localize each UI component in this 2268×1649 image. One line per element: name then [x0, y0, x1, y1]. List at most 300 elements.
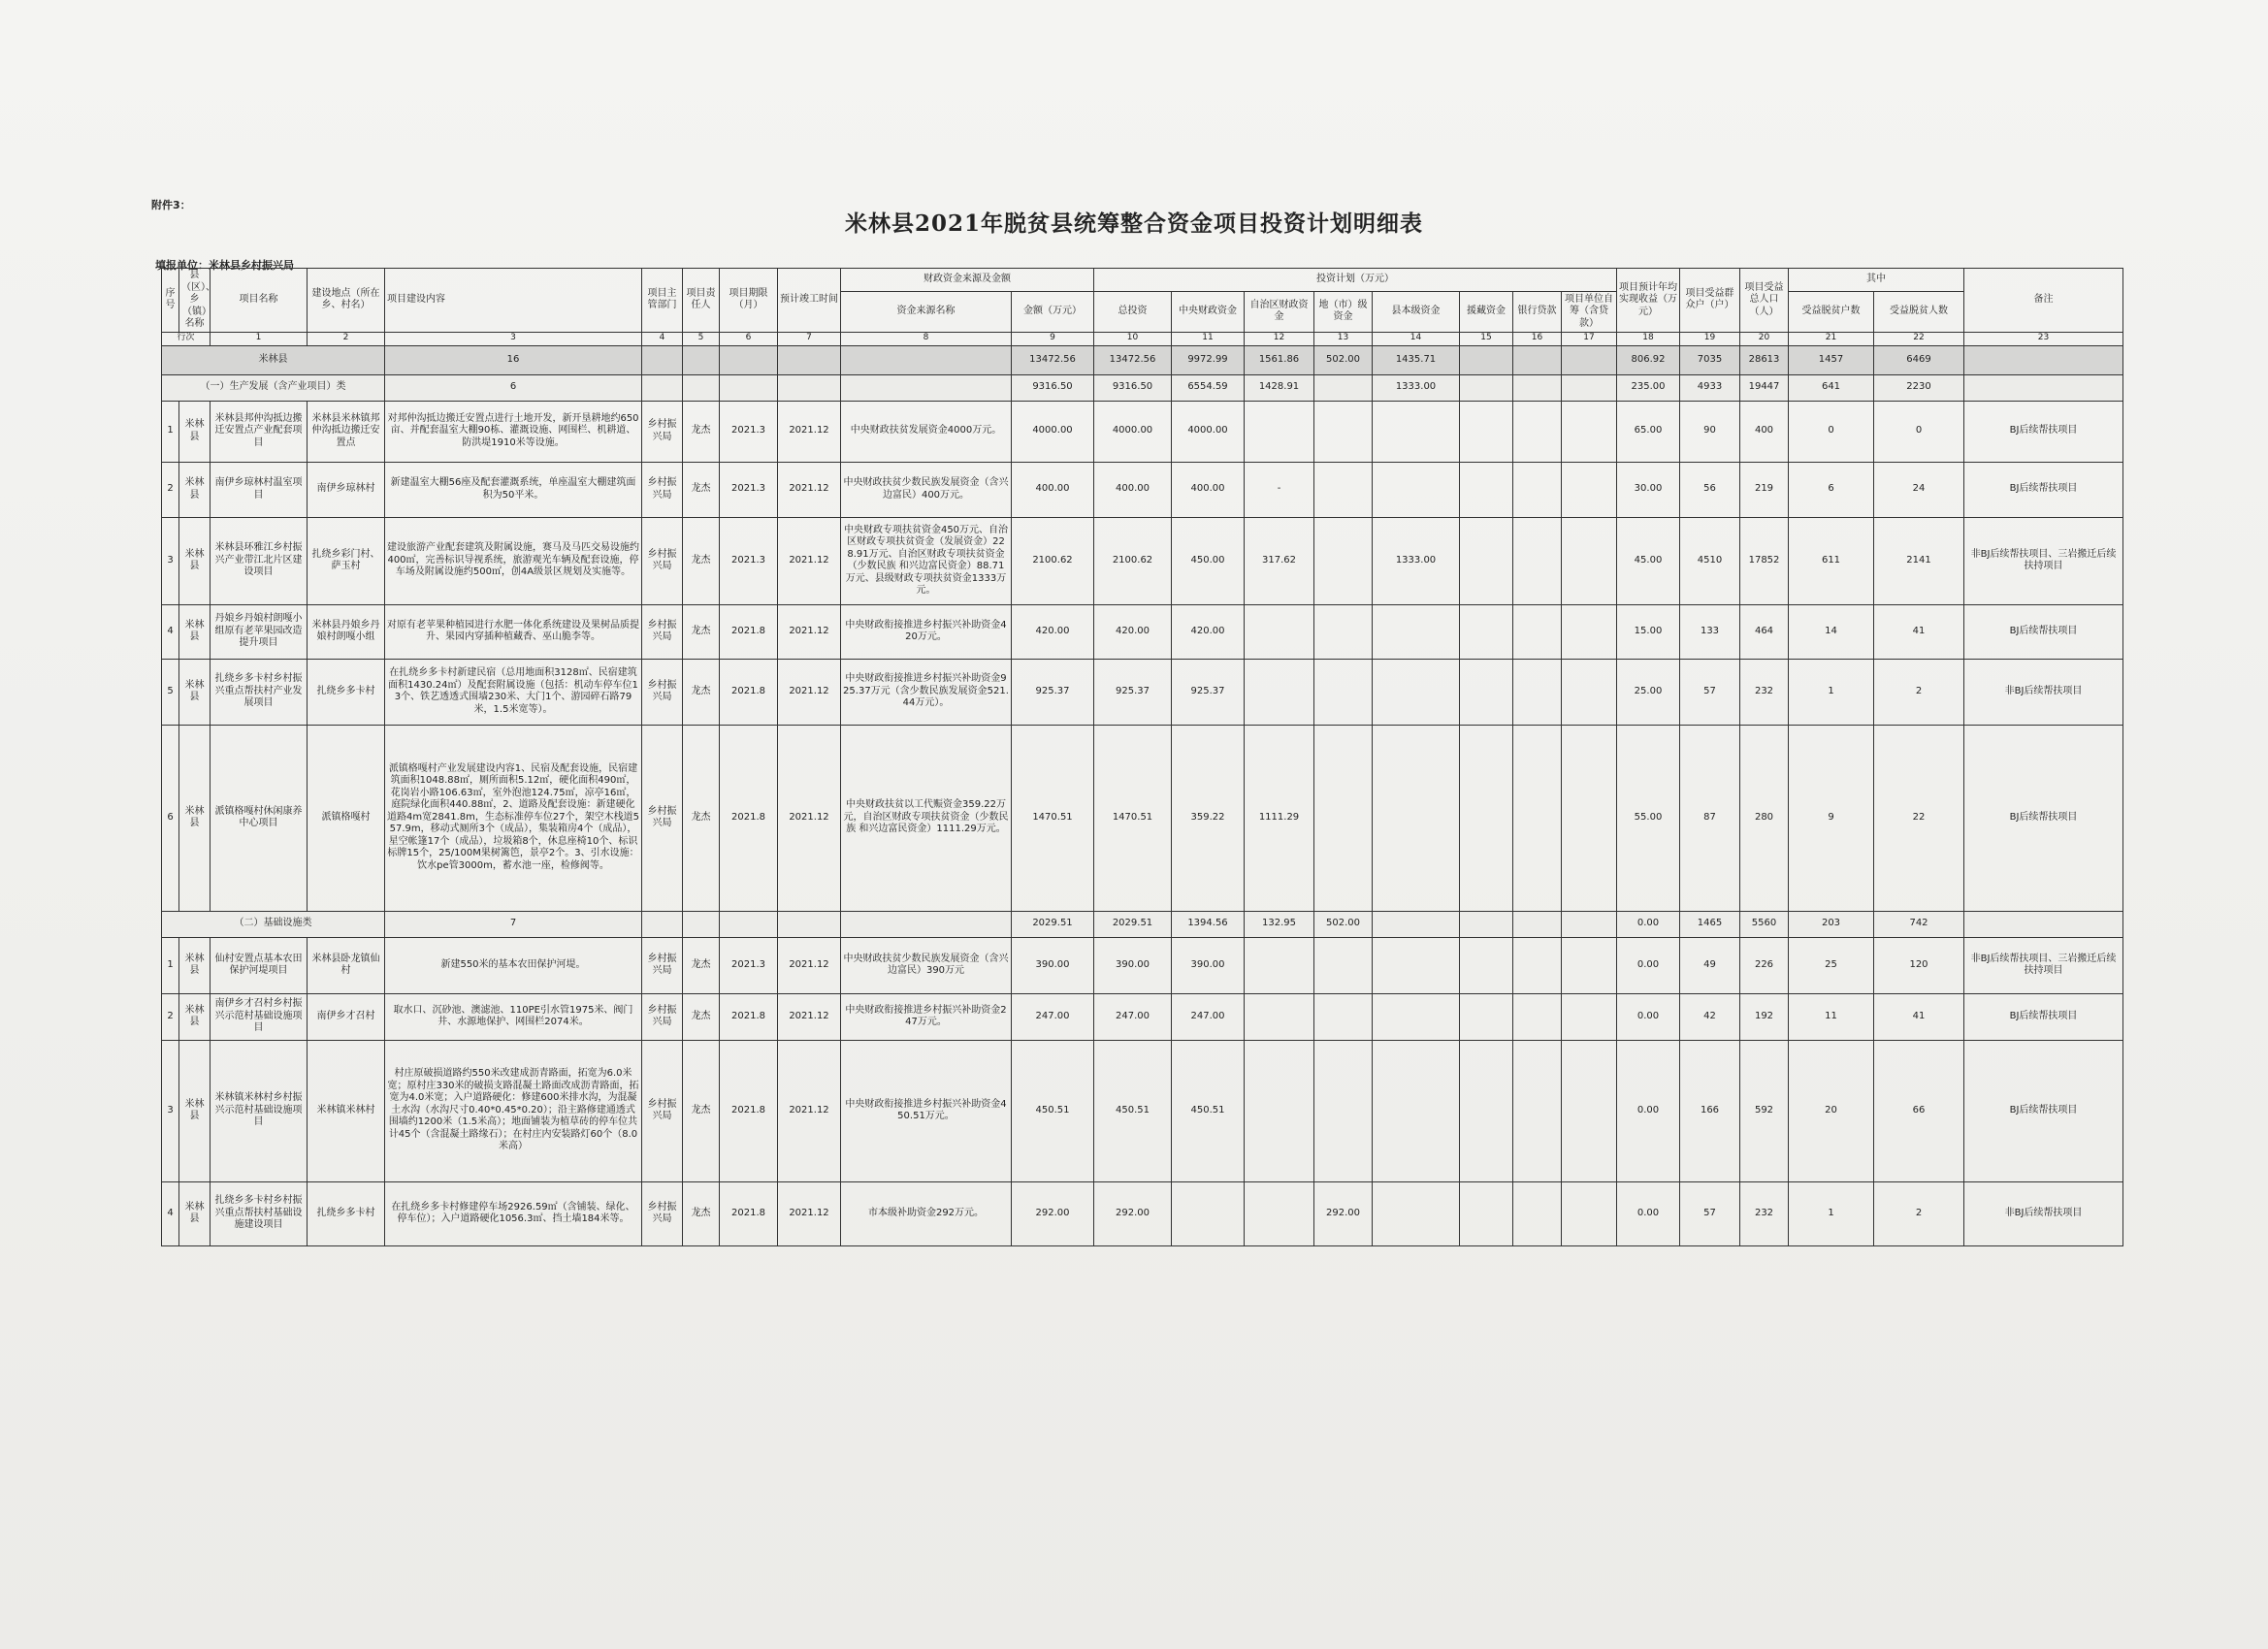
index-cell: 13	[1314, 332, 1373, 345]
row-region	[1245, 401, 1314, 462]
row-project-name: 南伊乡才召村乡村振兴示范村基础设施项目	[211, 993, 308, 1040]
row-county: 米林县	[179, 517, 211, 604]
index-cell: 9	[1012, 332, 1094, 345]
total-prefecture: 502.00	[1314, 345, 1373, 374]
row-completion: 2021.12	[778, 1040, 841, 1181]
row-county: 米林县	[179, 1040, 211, 1181]
index-cell: 12	[1245, 332, 1314, 345]
index-cell: 10	[1094, 332, 1172, 345]
row-period: 2021.3	[720, 462, 778, 517]
row-dept: 乡村振兴局	[642, 659, 683, 725]
row-owner: 龙杰	[683, 517, 720, 604]
row-content: 新建550米的基本农田保护河堤。	[385, 937, 642, 993]
row-total-invest: 1470.51	[1094, 725, 1172, 911]
category-population: 19447	[1740, 374, 1789, 401]
row-poor-households: 0	[1789, 401, 1874, 462]
total-population: 28613	[1740, 345, 1789, 374]
table-row	[162, 604, 2123, 659]
row-total-invest: 2100.62	[1094, 517, 1172, 604]
category-poor-population: 742	[1874, 911, 1964, 937]
row-project-name: 南伊乡琼林村温室项目	[211, 462, 308, 517]
row-poor-households: 25	[1789, 937, 1874, 993]
row-content: 建设旅游产业配套建筑及附属设施，赛马及马匹交易设施约400㎡，完善标识导视系统，旅游观光车辆及配套设施，停车场及附属设施约500㎡，创4A级景区规划及实施等。	[385, 517, 642, 604]
index-row	[162, 332, 2123, 345]
row-project-name: 米林县环雅江乡村振兴产业带江北片区建设项目	[211, 517, 308, 604]
row-project-name: 米林县邦仲沟抵边搬迁安置点产业配套项目	[211, 401, 308, 462]
row-county-level	[1373, 937, 1460, 993]
hdr-location: 建设地点（所在乡、村名）	[308, 269, 385, 333]
index-cell: 2	[308, 332, 385, 345]
table-row	[162, 1040, 2123, 1181]
category-count: 7	[385, 911, 642, 937]
hdr-region: 自治区财政资金	[1245, 292, 1314, 332]
row-households: 166	[1680, 1040, 1740, 1181]
index-cell: 19	[1680, 332, 1740, 345]
row-amount: 4000.00	[1012, 401, 1094, 462]
hdr-poor-population: 受益脱贫人数	[1874, 292, 1964, 332]
row-owner: 龙杰	[683, 993, 720, 1040]
row-seq: 2	[162, 993, 179, 1040]
row-poor-households: 11	[1789, 993, 1874, 1040]
total-region: 1561.86	[1245, 345, 1314, 374]
row-total-invest: 4000.00	[1094, 401, 1172, 462]
row-seq: 1	[162, 937, 179, 993]
row-county: 米林县	[179, 993, 211, 1040]
row-location: 南伊乡才召村	[308, 993, 385, 1040]
row-population: 280	[1740, 725, 1789, 911]
row-income: 0.00	[1617, 1181, 1680, 1245]
row-content: 对邦仲沟抵边搬迁安置点进行土地开发，新开垦耕地约650亩、并配套温室大棚90栋、灌溉设施、网围栏、机耕道、防洪堤1910米等设施。	[385, 401, 642, 462]
row-income: 55.00	[1617, 725, 1680, 911]
row-households: 4510	[1680, 517, 1740, 604]
row-total-invest: 450.51	[1094, 1040, 1172, 1181]
row-total-invest: 247.00	[1094, 993, 1172, 1040]
row-poor-population: 2141	[1874, 517, 1964, 604]
row-county-level	[1373, 1181, 1460, 1245]
row-project-name: 丹娘乡丹娘村朗嘎小组原有老苹果园改造提升项目	[211, 604, 308, 659]
row-central: 359.22	[1172, 725, 1245, 911]
hdr-remarks: 备注	[1964, 269, 2123, 333]
row-dept: 乡村振兴局	[642, 1040, 683, 1181]
total-income: 806.92	[1617, 345, 1680, 374]
hdr-central: 中央财政资金	[1172, 292, 1245, 332]
category-name: （二）基础设施类	[162, 911, 385, 937]
row-central: 925.37	[1172, 659, 1245, 725]
row-population: 17852	[1740, 517, 1789, 604]
row-county: 米林县	[179, 659, 211, 725]
row-income: 0.00	[1617, 993, 1680, 1040]
row-central: 390.00	[1172, 937, 1245, 993]
row-fund-source: 中央财政衔接推进乡村振兴补助资金925.37万元（含少数民族发展资金521.44万元）。	[841, 659, 1012, 725]
row-seq: 3	[162, 517, 179, 604]
hdr-population: 项目受益总人口（人）	[1740, 269, 1789, 333]
row-central: 450.51	[1172, 1040, 1245, 1181]
row-project-name: 派镇格嘎村休闲康养中心项目	[211, 725, 308, 911]
index-cell: 20	[1740, 332, 1789, 345]
table-row	[162, 993, 2123, 1040]
row-owner: 龙杰	[683, 725, 720, 911]
row-remarks: BJ后续帮扶项目	[1964, 1040, 2123, 1181]
row-amount: 390.00	[1012, 937, 1094, 993]
row-remarks: 非BJ后续帮扶项目	[1964, 659, 2123, 725]
hdr-completion: 预计竣工时间	[778, 269, 841, 333]
row-seq: 1	[162, 401, 179, 462]
row-prefecture	[1314, 725, 1373, 911]
row-owner: 龙杰	[683, 604, 720, 659]
row-fund-source: 中央财政专项扶贫资金450万元、自治区财政专项扶贫资金（发展资金）228.91万元、自治区财政专项扶贫资金（少数民族 和兴边富民资金）88.71万元、县级财政专项扶贫资金1333万元。	[841, 517, 1012, 604]
row-fund-source: 中央财政扶贫少数民族发展资金（含兴边富民）400万元。	[841, 462, 1012, 517]
category-prefecture	[1314, 374, 1373, 401]
row-prefecture	[1314, 604, 1373, 659]
row-region	[1245, 1040, 1314, 1181]
row-remarks: 非BJ后续帮扶项目、三岩搬迁后续扶持项目	[1964, 517, 2123, 604]
row-project-name: 仙村安置点基本农田保护河堤项目	[211, 937, 308, 993]
row-prefecture	[1314, 462, 1373, 517]
category-central: 6554.59	[1172, 374, 1245, 401]
hdr-content: 项目建设内容	[385, 269, 642, 333]
row-region	[1245, 993, 1314, 1040]
row-remarks: BJ后续帮扶项目	[1964, 604, 2123, 659]
row-location: 米林镇米林村	[308, 1040, 385, 1181]
investment-table	[161, 268, 2123, 1246]
row-county-level: 1333.00	[1373, 517, 1460, 604]
row-region	[1245, 1181, 1314, 1245]
row-completion: 2021.12	[778, 993, 841, 1040]
row-completion: 2021.12	[778, 401, 841, 462]
row-income: 30.00	[1617, 462, 1680, 517]
index-cell: 21	[1789, 332, 1874, 345]
row-period: 2021.8	[720, 725, 778, 911]
index-cell: 行次	[162, 332, 211, 345]
category-row	[162, 374, 2123, 401]
row-amount: 1470.51	[1012, 725, 1094, 911]
total-amount: 13472.56	[1012, 345, 1094, 374]
row-poor-households: 611	[1789, 517, 1874, 604]
category-region: 1428.91	[1245, 374, 1314, 401]
row-population: 592	[1740, 1040, 1789, 1181]
category-total-invest: 2029.51	[1094, 911, 1172, 937]
row-period: 2021.8	[720, 1181, 778, 1245]
index-cell: 16	[1513, 332, 1562, 345]
row-poor-households: 6	[1789, 462, 1874, 517]
row-population: 232	[1740, 659, 1789, 725]
category-amount: 2029.51	[1012, 911, 1094, 937]
row-region: 317.62	[1245, 517, 1314, 604]
row-dept: 乡村振兴局	[642, 401, 683, 462]
page-title: 米林县2021年脱贫县统筹整合资金项目投资计划明细表	[844, 210, 1423, 237]
index-cell: 6	[720, 332, 778, 345]
row-population: 226	[1740, 937, 1789, 993]
category-name: （一）生产发展（含产业项目）类	[162, 374, 385, 401]
row-dept: 乡村振兴局	[642, 993, 683, 1040]
row-content: 派镇格嘎村产业发展建设内容1、民宿及配套设施，民宿建筑面积1048.88㎡，厕所面积5.12㎡，硬化面积490㎡，花岗岩小路106.63㎡，室外泡池124.75㎡，凉亭16㎡，庭院绿化面积440.88㎡，2、道路及配套设施：新建硬化道路4m宽2841.8m，生态标准停车位27个，架空木栈道557.9m，移动式厕所3个（成品），集装箱房4个（成品），星空帐篷17个（成品），垃圾箱8个，休息座椅10个、标识标牌15个，25/100M果树篱笆，景亭2个。3、引水设施：饮水pe管3000m，蓄水池一座，检修阀等。	[385, 725, 642, 911]
index-cell: 1	[211, 332, 308, 345]
row-dept: 乡村振兴局	[642, 1181, 683, 1245]
row-population: 192	[1740, 993, 1789, 1040]
table-row	[162, 1181, 2123, 1245]
row-dept: 乡村振兴局	[642, 604, 683, 659]
row-prefecture	[1314, 401, 1373, 462]
row-region	[1245, 604, 1314, 659]
row-project-name: 扎绕乡多卡村乡村振兴重点帮扶村产业发展项目	[211, 659, 308, 725]
hdr-amount: 金额（万元）	[1012, 292, 1094, 332]
row-dept: 乡村振兴局	[642, 725, 683, 911]
row-owner: 龙杰	[683, 462, 720, 517]
hdr-bank-loan: 银行贷款	[1513, 292, 1562, 332]
row-county: 米林县	[179, 1181, 211, 1245]
row-remarks: 非BJ后续帮扶项目	[1964, 1181, 2123, 1245]
row-fund-source: 中央财政衔接推进乡村振兴补助资金420万元。	[841, 604, 1012, 659]
row-seq: 2	[162, 462, 179, 517]
row-income: 0.00	[1617, 1040, 1680, 1181]
row-central: 400.00	[1172, 462, 1245, 517]
row-poor-population: 2	[1874, 659, 1964, 725]
row-county: 米林县	[179, 401, 211, 462]
row-total-invest: 400.00	[1094, 462, 1172, 517]
row-fund-source: 中央财政扶贫少数民族发展资金（含兴边富民）390万元	[841, 937, 1012, 993]
row-amount: 2100.62	[1012, 517, 1094, 604]
row-total-invest: 925.37	[1094, 659, 1172, 725]
total-invest: 13472.56	[1094, 345, 1172, 374]
row-remarks: BJ后续帮扶项目	[1964, 993, 2123, 1040]
index-cell: 15	[1460, 332, 1513, 345]
table-row	[162, 462, 2123, 517]
row-amount: 925.37	[1012, 659, 1094, 725]
row-amount: 400.00	[1012, 462, 1094, 517]
row-period: 2021.8	[720, 1040, 778, 1181]
row-central: 4000.00	[1172, 401, 1245, 462]
row-households: 133	[1680, 604, 1740, 659]
hdr-self-raised: 项目单位自筹（含贷款）	[1562, 292, 1617, 332]
row-owner: 龙杰	[683, 401, 720, 462]
row-county-level	[1373, 993, 1460, 1040]
row-owner: 龙杰	[683, 1181, 720, 1245]
row-income: 45.00	[1617, 517, 1680, 604]
row-prefecture	[1314, 937, 1373, 993]
hdr-total-invest: 总投资	[1094, 292, 1172, 332]
index-cell: 18	[1617, 332, 1680, 345]
row-poor-households: 20	[1789, 1040, 1874, 1181]
row-poor-households: 1	[1789, 659, 1874, 725]
row-county-level	[1373, 659, 1460, 725]
row-central	[1172, 1181, 1245, 1245]
index-cell: 14	[1373, 332, 1460, 345]
hdr-period: 项目期限（月）	[720, 269, 778, 333]
row-region	[1245, 659, 1314, 725]
row-poor-population: 41	[1874, 993, 1964, 1040]
hdr-of-which: 其中	[1789, 269, 1964, 292]
row-location: 扎绕乡彩门村、萨玉村	[308, 517, 385, 604]
row-households: 57	[1680, 659, 1740, 725]
index-cell: 17	[1562, 332, 1617, 345]
row-amount: 450.51	[1012, 1040, 1094, 1181]
row-remarks: BJ后续帮扶项目	[1964, 462, 2123, 517]
category-region: 132.95	[1245, 911, 1314, 937]
row-income: 25.00	[1617, 659, 1680, 725]
row-county: 米林县	[179, 725, 211, 911]
row-remarks: BJ后续帮扶项目	[1964, 725, 2123, 911]
row-region: 1111.29	[1245, 725, 1314, 911]
row-households: 42	[1680, 993, 1740, 1040]
row-completion: 2021.12	[778, 604, 841, 659]
row-location: 扎绕乡多卡村	[308, 1181, 385, 1245]
row-central: 420.00	[1172, 604, 1245, 659]
row-population: 232	[1740, 1181, 1789, 1245]
category-households: 1465	[1680, 911, 1740, 937]
row-poor-households: 14	[1789, 604, 1874, 659]
index-cell: 3	[385, 332, 642, 345]
attachment-label: 附件3：	[151, 199, 191, 211]
hdr-seq: 序号	[162, 269, 179, 333]
total-households: 7035	[1680, 345, 1740, 374]
row-county: 米林县	[179, 937, 211, 993]
category-population: 5560	[1740, 911, 1789, 937]
index-cell: 11	[1172, 332, 1245, 345]
row-location: 扎绕乡多卡村	[308, 659, 385, 725]
hdr-project-name: 项目名称	[211, 269, 308, 333]
row-poor-population: 120	[1874, 937, 1964, 993]
row-seq: 5	[162, 659, 179, 725]
total-poor-households: 1457	[1789, 345, 1874, 374]
row-fund-source: 中央财政扶贫发展资金4000万元。	[841, 401, 1012, 462]
row-total-invest: 292.00	[1094, 1181, 1172, 1245]
index-cell: 22	[1874, 332, 1964, 345]
row-completion: 2021.12	[778, 462, 841, 517]
total-count: 16	[385, 345, 642, 374]
row-income: 0.00	[1617, 937, 1680, 993]
row-total-invest: 390.00	[1094, 937, 1172, 993]
row-completion: 2021.12	[778, 517, 841, 604]
row-prefecture: 292.00	[1314, 1181, 1373, 1245]
table-row	[162, 517, 2123, 604]
row-location: 米林县卧龙镇仙村	[308, 937, 385, 993]
row-content: 村庄原破损道路约550米改建成沥青路面，拓宽为6.0米宽；原村庄330米的破损支路混凝土路面改成沥青路面，拓宽为4.0米宽；入户道路硬化：修建600米排水沟，为混凝土水沟（水沟尺寸0.40*0.45*0.20）；沿主路修建通透式围墙约1200米（1.5米高）；地面铺装为植草砖的停车位共计45个（含混凝土路缘石）；在村庄内安装路灯60个（8.0米高）	[385, 1040, 642, 1181]
row-project-name: 扎绕乡多卡村乡村振兴重点帮扶村基础设施建设项目	[211, 1181, 308, 1245]
row-dept: 乡村振兴局	[642, 462, 683, 517]
row-total-invest: 420.00	[1094, 604, 1172, 659]
category-income: 235.00	[1617, 374, 1680, 401]
category-amount: 9316.50	[1012, 374, 1094, 401]
row-poor-population: 24	[1874, 462, 1964, 517]
row-fund-source: 中央财政衔接推进乡村振兴补助资金247万元。	[841, 993, 1012, 1040]
table-row	[162, 659, 2123, 725]
row-population: 219	[1740, 462, 1789, 517]
hdr-poor-households: 受益脱贫户数	[1789, 292, 1874, 332]
row-poor-population: 22	[1874, 725, 1964, 911]
hdr-county: 县（区）、乡（镇）名称	[179, 269, 211, 333]
index-cell: 5	[683, 332, 720, 345]
row-completion: 2021.12	[778, 937, 841, 993]
row-poor-population: 2	[1874, 1181, 1964, 1245]
hdr-fund-source-name: 资金来源名称	[841, 292, 1012, 332]
row-households: 57	[1680, 1181, 1740, 1245]
fill-unit: 填报单位：米林县乡村振兴局	[155, 259, 294, 272]
row-location: 南伊乡琼林村	[308, 462, 385, 517]
category-row	[162, 911, 2123, 937]
row-central: 450.00	[1172, 517, 1245, 604]
row-content: 对原有老苹果种植园进行水肥一体化系统建设及果树品质提升、果园内穿插种植藏香、巫山脆李等。	[385, 604, 642, 659]
row-fund-source: 市本级补助资金292万元。	[841, 1181, 1012, 1245]
total-county-level: 1435.71	[1373, 345, 1460, 374]
index-cell: 7	[778, 332, 841, 345]
row-amount: 420.00	[1012, 604, 1094, 659]
category-total-invest: 9316.50	[1094, 374, 1172, 401]
hdr-owner: 项目责任人	[683, 269, 720, 333]
row-seq: 6	[162, 725, 179, 911]
row-income: 65.00	[1617, 401, 1680, 462]
hdr-households: 项目受益群众户（户）	[1680, 269, 1740, 333]
row-households: 49	[1680, 937, 1740, 993]
row-amount: 292.00	[1012, 1181, 1094, 1245]
row-dept: 乡村振兴局	[642, 937, 683, 993]
row-prefecture	[1314, 659, 1373, 725]
row-households: 87	[1680, 725, 1740, 911]
row-region: -	[1245, 462, 1314, 517]
row-period: 2021.3	[720, 937, 778, 993]
row-owner: 龙杰	[683, 937, 720, 993]
table-row	[162, 937, 2123, 993]
row-income: 15.00	[1617, 604, 1680, 659]
row-location: 派镇格嘎村	[308, 725, 385, 911]
hdr-prefecture: 地（市）级资金	[1314, 292, 1373, 332]
row-owner: 龙杰	[683, 1040, 720, 1181]
row-content: 在扎绕乡多卡村修建停车场2926.59㎡（含铺装、绿化、停车位）；入户道路硬化1056.3㎡、挡土墙184米等。	[385, 1181, 642, 1245]
row-poor-population: 0	[1874, 401, 1964, 462]
category-count: 6	[385, 374, 642, 401]
row-prefecture	[1314, 517, 1373, 604]
category-income: 0.00	[1617, 911, 1680, 937]
row-owner: 龙杰	[683, 659, 720, 725]
row-period: 2021.3	[720, 517, 778, 604]
row-completion: 2021.12	[778, 725, 841, 911]
hdr-dept: 项目主管部门	[642, 269, 683, 333]
row-period: 2021.8	[720, 604, 778, 659]
row-region	[1245, 937, 1314, 993]
row-dept: 乡村振兴局	[642, 517, 683, 604]
category-county-level	[1373, 911, 1460, 937]
total-central: 9972.99	[1172, 345, 1245, 374]
row-prefecture	[1314, 1040, 1373, 1181]
row-county-level	[1373, 462, 1460, 517]
category-poor-households: 203	[1789, 911, 1874, 937]
row-remarks: BJ后续帮扶项目	[1964, 401, 2123, 462]
category-poor-households: 641	[1789, 374, 1874, 401]
row-fund-source: 中央财政衔接推进乡村振兴补助资金450.51万元。	[841, 1040, 1012, 1181]
row-location: 米林县丹娘乡丹娘村朗嘎小组	[308, 604, 385, 659]
row-amount: 247.00	[1012, 993, 1094, 1040]
row-poor-households: 9	[1789, 725, 1874, 911]
row-poor-population: 41	[1874, 604, 1964, 659]
row-period: 2021.3	[720, 401, 778, 462]
total-row	[162, 345, 2123, 374]
index-cell: 4	[642, 332, 683, 345]
row-content: 在扎绕乡多卡村新建民宿（总用地面积3128㎡、民宿建筑面积1430.24㎡）及配套附属设施（包括：机动车停车位13个、铁艺透透式围墙230米、大门1个、游园碎石路79米，1.5米宽等）。	[385, 659, 642, 725]
hdr-county-level: 县本级资金	[1373, 292, 1460, 332]
row-remarks: 非BJ后续帮扶项目、三岩搬迁后续扶持项目	[1964, 937, 2123, 993]
index-cell: 8	[841, 332, 1012, 345]
row-completion: 2021.12	[778, 659, 841, 725]
total-name: 米林县	[162, 345, 385, 374]
row-households: 90	[1680, 401, 1740, 462]
row-seq: 4	[162, 604, 179, 659]
row-completion: 2021.12	[778, 1181, 841, 1245]
row-poor-population: 66	[1874, 1040, 1964, 1181]
hdr-plan-group: 投资计划（万元）	[1094, 269, 1617, 292]
row-county-level	[1373, 604, 1460, 659]
row-content: 取水口、沉砂池、澳滤池、110PE引水管1975米、阀门井、水源地保护、网围栏2074米。	[385, 993, 642, 1040]
row-content: 新建温室大棚56座及配套灌溉系统，单座温室大棚建筑面积为50平米。	[385, 462, 642, 517]
hdr-annual-income: 项目预计年均实现收益（万元）	[1617, 269, 1680, 333]
